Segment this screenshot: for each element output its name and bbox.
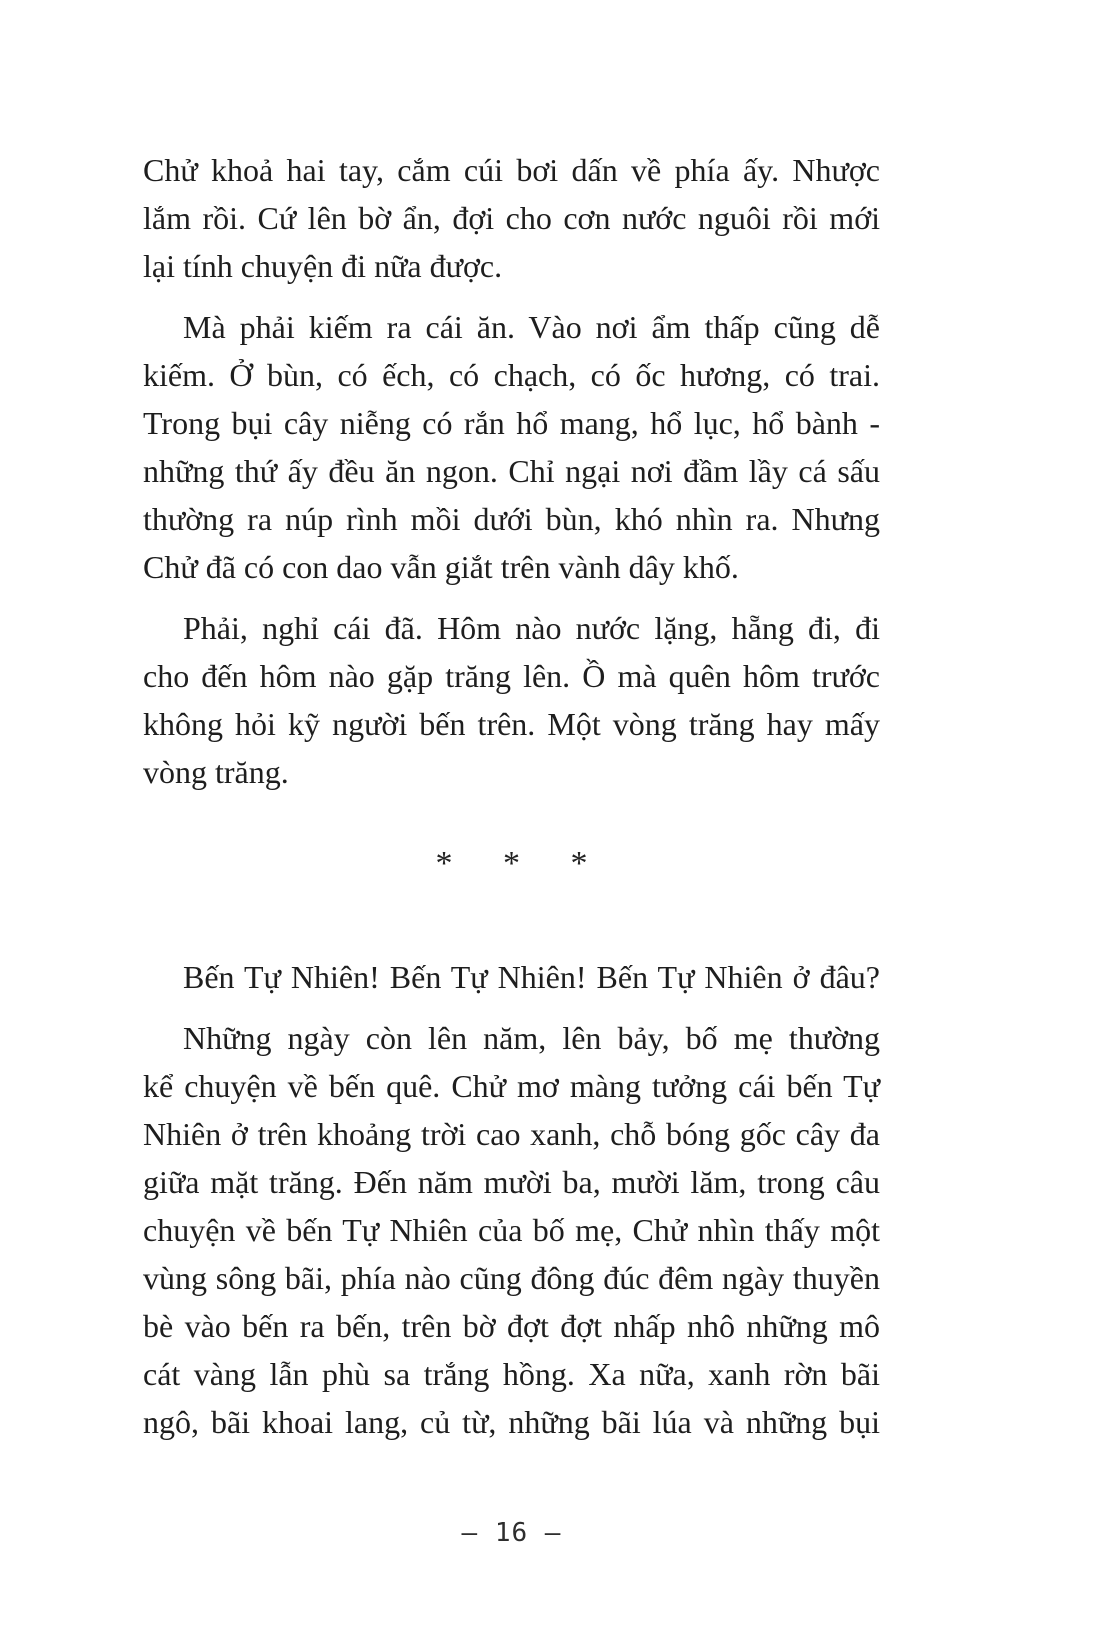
text-block [143, 0, 880, 1446]
text-line: thường ra núp rình mồi dưới bùn, khó nhìn ra. Nhưng [143, 501, 880, 537]
paragraph [143, 303, 880, 591]
text-line: Mà phải kiếm ra cái ăn. Vào nơi ẩm thấp cũng dễ [183, 309, 880, 345]
paragraph [143, 146, 880, 290]
text-line: Nhiên ở trên khoảng trời cao xanh, chỗ bóng gốc cây đa [143, 1116, 880, 1152]
text-line: lắm rồi. Cứ lên bờ ẩn, đợi cho cơn nước nguôi rồi mới [143, 200, 880, 236]
page-number: – 16 – [461, 1518, 562, 1548]
paragraph [143, 1014, 880, 1446]
text-line: vòng trăng. [143, 754, 289, 790]
text-line: kiếm. Ở bùn, có ếch, có chạch, có ốc hương, có trai. [143, 357, 880, 393]
text-line: cát vàng lẫn phù sa trắng hồng. Xa nữa, xanh rờn bãi [143, 1356, 880, 1392]
text-line: ngô, bãi khoai lang, củ từ, những bãi lúa và những bụi [143, 1404, 880, 1440]
section-separator: * * * [435, 845, 588, 882]
paragraph [143, 604, 880, 796]
text-line: lại tính chuyện đi nữa được. [143, 248, 503, 284]
text-line: kể chuyện về bến quê. Chử mơ màng tưởng cái bến Tự [143, 1068, 880, 1104]
text-line: Những ngày còn lên năm, lên bảy, bố mẹ thường [183, 1020, 880, 1056]
paragraph [143, 953, 880, 1001]
text-line: Trong bụi cây niễng có rắn hổ mang, hổ lục, hổ bành - [143, 405, 880, 441]
text-line: bè vào bến ra bến, trên bờ đợt đợt nhấp nhô những mô [143, 1308, 880, 1344]
text-line: không hỏi kỹ người bến trên. Một vòng trăng hay mấy [143, 706, 880, 742]
text-line: Bến Tự Nhiên! Bến Tự Nhiên! Bến Tự Nhiên ở đâu? [183, 959, 880, 995]
text-line: vùng sông bãi, phía nào cũng đông đúc đêm ngày thuyền [143, 1260, 880, 1296]
text-line: những thứ ấy đều ăn ngon. Chỉ ngại nơi đầm lầy cá sấu [143, 453, 880, 489]
text-line: Chử đã có con dao vẫn giắt trên vành dây khố. [143, 549, 739, 585]
text-line: giữa mặt trăng. Đến năm mười ba, mười lăm, trong câu [143, 1164, 880, 1200]
text-line: chuyện về bến Tự Nhiên của bố mẹ, Chử nhìn thấy một [143, 1212, 880, 1248]
text-line: Chử khoả hai tay, cắm cúi bơi dấn về phía ấy. Nhược [143, 152, 880, 188]
text-line: Phải, nghỉ cái đã. Hôm nào nước lặng, hẵng đi, đi [183, 610, 880, 646]
text-line: cho đến hôm nào gặp trăng lên. Ồ mà quên hôm trước [143, 658, 880, 694]
